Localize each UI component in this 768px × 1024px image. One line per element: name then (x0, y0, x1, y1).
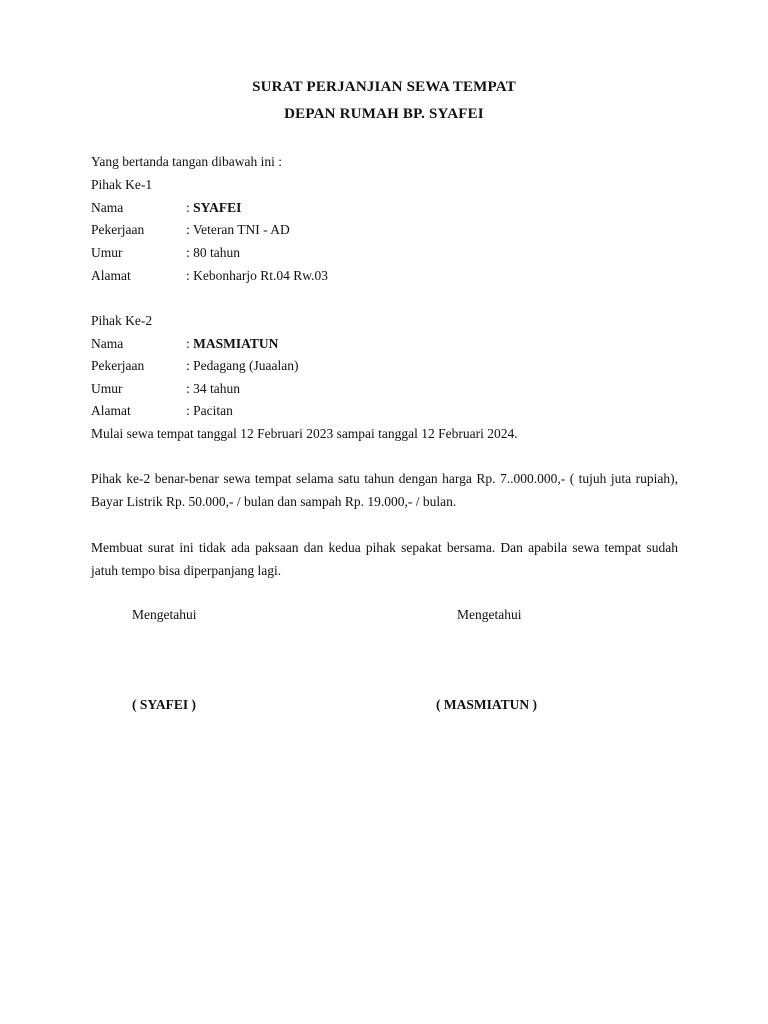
party2-label-alamat: Alamat (91, 403, 131, 418)
party2-label-nama: Nama (91, 336, 124, 351)
signature-left-name: ( SYAFEI ) (132, 697, 197, 712)
party2-value-nama: MASMIATUN (193, 336, 279, 351)
party2-value-alamat-wrap: : Pacitan (186, 403, 233, 418)
party1-label-umur: Umur (91, 245, 123, 260)
party2-value-umur-wrap: : 34 tahun (186, 381, 241, 396)
signature-right-caption: Mengetahui (457, 607, 522, 622)
party1-value-alamat: Kebonharjo Rt.04 Rw.03 (193, 268, 329, 283)
party2-label-umur: Umur (91, 381, 123, 396)
party2-value-pekerjaan-wrap: : Pedagang (Juaalan) (186, 358, 299, 373)
party1-heading: Pihak Ke-1 (91, 177, 153, 192)
party2-label-pekerjaan: Pekerjaan (91, 358, 145, 373)
party1-value-umur: 80 tahun (193, 245, 241, 260)
party2-value-pekerjaan: Pedagang (Juaalan) (193, 358, 299, 373)
party1-value-alamat-wrap: : Kebonharjo Rt.04 Rw.03 (186, 268, 329, 283)
party2-value-nama-wrap: : MASMIATUN (186, 336, 279, 351)
party1-value-nama: SYAFEI (193, 200, 242, 215)
party1-value-umur-wrap: : 80 tahun (186, 245, 241, 260)
document-title-line2: DEPAN RUMAH BP. SYAFEI (284, 106, 484, 122)
rental-period: Mulai sewa tempat tanggal 12 Februari 2023 sampai tanggal 12 Februari 2024. (91, 426, 518, 441)
party1-label-pekerjaan: Pekerjaan (91, 222, 145, 237)
paragraph-price: Pihak ke-2 benar-benar sewa tempat selama satu tahun dengan harga Rp. 7..000.000,- ( tujuh juta rupiah), Bayar Listrik Rp. 50.000,- / bulan dan sampah Rp. 19.000,- / bulan. (91, 471, 678, 509)
party2-heading: Pihak Ke-2 (91, 313, 153, 328)
document-title-line1: SURAT PERJANJIAN SEWA TEMPAT (252, 79, 516, 95)
party2-value-umur: 34 tahun (193, 381, 241, 396)
party1-value-pekerjaan-wrap: : Veteran TNI - AD (186, 222, 290, 237)
party1-value-pekerjaan: Veteran TNI - AD (192, 222, 290, 237)
party2-value-alamat: Pacitan (193, 403, 233, 418)
signature-left-caption: Mengetahui (132, 607, 197, 622)
party1-label-nama: Nama (91, 200, 124, 215)
party1-value-nama-wrap: : SYAFEI (186, 200, 242, 215)
party1-label-alamat: Alamat (91, 268, 131, 283)
paragraph-agreement: Membuat surat ini tidak ada paksaan dan kedua pihak sepakat bersama. Dan apabila sewa tempat sudah jatuh tempo bisa diperpanjang lagi. (91, 540, 678, 578)
intro-text: Yang bertanda tangan dibawah ini : (91, 154, 282, 169)
signature-right-name: ( MASMIATUN ) (436, 697, 537, 712)
